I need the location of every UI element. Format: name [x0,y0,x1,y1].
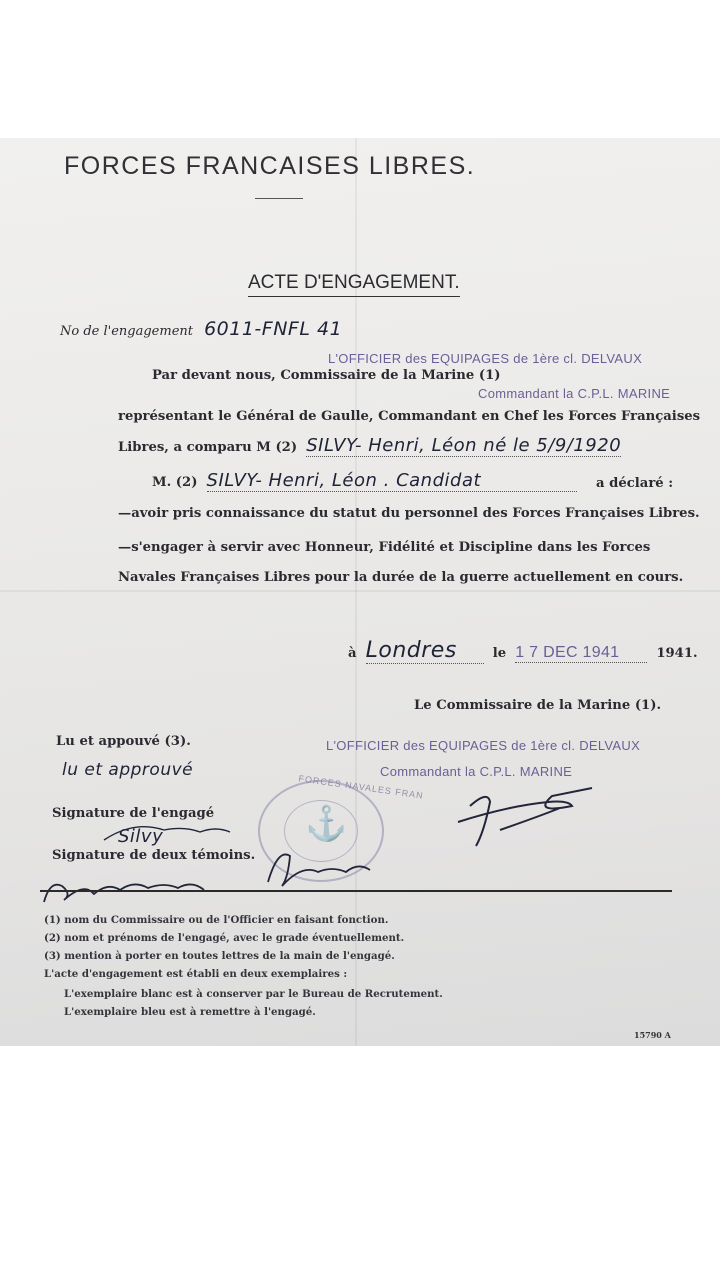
document-subtitle: ACTE D'ENGAGEMENT. [248,272,460,297]
date-year: 1941. [656,646,698,661]
place-handwritten: Londres [366,638,484,664]
paragraph1-line2: représentant le Général de Gaulle, Commandant en Chef les Forces Françaises [118,409,701,424]
engagement-number-label: No de l'engagement [60,324,193,339]
witness-signature-1 [44,884,204,902]
place-prefix: à [348,646,357,661]
signature-witnesses-label: Signature de deux témoins. [52,848,256,863]
candidate-name-status: SILVY- Henri, Léon . Candidat [207,470,577,492]
date-mid: le [492,646,507,661]
footnote-1: (1) nom du Commissaire ou de l'Officier en faisant fonction. [44,914,389,926]
footnote-divider [40,890,672,892]
officer-stamp-bottom-line2: Commandant la C.P.L. MARINE [380,764,573,779]
naval-seal-text: FORCES NAVALES FRAN [297,773,425,801]
anchor-icon: ⚓ [305,804,348,844]
signature-strokes [0,138,720,1046]
date-stamp: 1 7 DEC 1941 [515,644,647,663]
document-title: FORCES FRANCAISES LIBRES. [64,152,476,180]
commissaire-signature [458,788,592,846]
document-sheet [0,138,720,1046]
paragraph2-prefix: M. (2) [152,475,198,490]
signature-engage-handwritten: Silvy [118,826,164,847]
read-approved-label: Lu et appouvé (3). [56,734,191,749]
officer-stamp-bottom-line1: L'OFFICIER des EQUIPAGES de 1ère cl. DELVAUX [326,738,641,753]
footnote-blue-copy: L'exemplaire bleu est à remettre à l'engagé. [64,1006,316,1018]
read-approved-handwritten: lu et approuvé [62,760,194,780]
engagement-number-value: 6011-FNFL 41 [204,318,343,340]
officer-stamp-top-line2: Commandant la C.P.L. MARINE [478,386,671,401]
candidate-name-birth: SILVY- Henri, Léon né le 5/9/1920 [306,435,622,456]
engage-signature-flourish [104,827,230,840]
footnote-3: (3) mention à porter en toutes lettres de la main de l'engagé. [44,950,395,962]
footnote-2: (2) nom et prénoms de l'engagé, avec le grade éventuellement. [44,932,405,944]
clause-engagement-line2: Navales Françaises Libres pour la durée de la guerre actuellement en cours. [118,570,684,585]
signature-engage-label: Signature de l'engagé [52,806,215,821]
officer-stamp-top-line1: L'OFFICIER des EQUIPAGES de 1ère cl. DELVAUX [328,351,643,366]
form-number: 15790 A [634,1030,671,1040]
footnote-white-copy: L'exemplaire blanc est à conserver par le Bureau de Recrutement. [64,988,443,1000]
clause-engagement-line1: —s'engager à servir avec Honneur, Fidélité et Discipline dans les Forces [118,540,651,555]
footnote-copies: L'acte d'engagement est établi en deux exemplaires : [44,968,348,980]
clause-statute: —avoir pris connaissance du statut du personnel des Forces Françaises Libres. [118,506,700,521]
witness-signature-2 [268,854,370,886]
paragraph2-suffix: a déclaré : [596,476,674,491]
paragraph1-line1: Par devant nous, Commissaire de la Marine (1) [152,368,501,383]
paragraph1-line3-prefix: Libres, a comparu M (2) [118,440,298,455]
commissaire-label: Le Commissaire de la Marine (1). [414,698,662,713]
